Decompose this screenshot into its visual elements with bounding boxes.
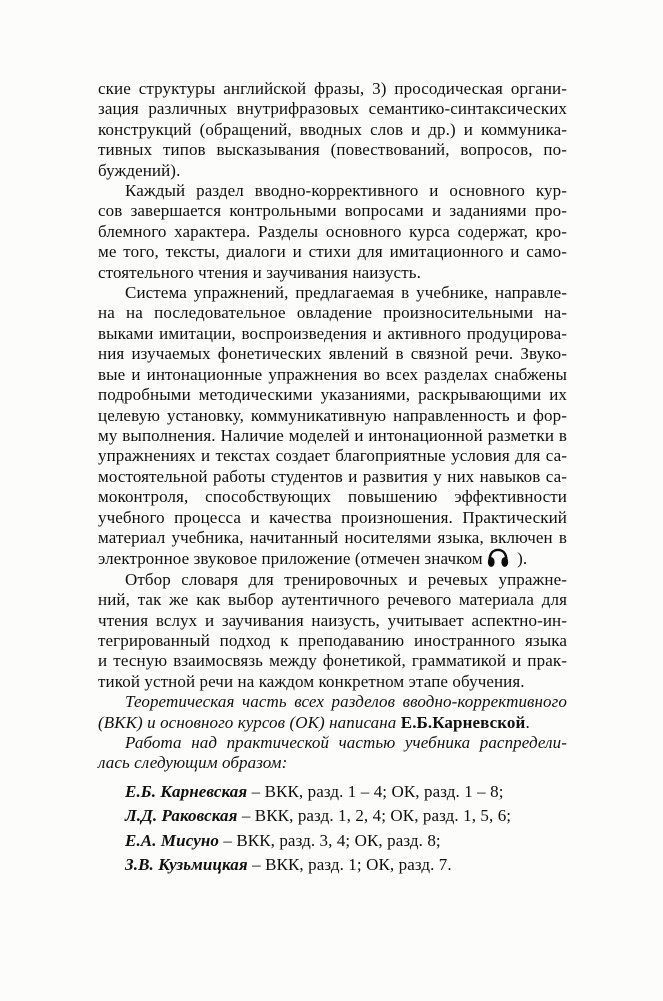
- text-line: му выполнения. Наличие моделей и интонационной разметки в: [98, 425, 567, 445]
- contributor-sections: – ВКК, разд. 3, 4; ОК, разд. 8;: [219, 830, 441, 850]
- contributor-name: Л.Д. Раковская: [125, 806, 238, 826]
- text-line: лась следующим образом:: [98, 753, 288, 773]
- text-line: выками имитации, воспроизведения и активного продуцирова-: [98, 323, 567, 343]
- text-line: [98, 548, 567, 569]
- text-line: сов завершается контрольными вопросами и заданиями про-: [98, 201, 567, 221]
- text-line: Система упражнений, предлагаемая в учебнике, направле-: [125, 283, 567, 303]
- headphones-icon: [485, 548, 511, 568]
- text-line: тивных типов высказывания (повествований, вопросов, по-: [98, 140, 567, 160]
- contributor-item: [98, 829, 567, 854]
- text-segment: электронное звуковое приложение (отмечен значком: [98, 549, 483, 569]
- contributor-item: [98, 780, 567, 805]
- text-line: упражнениях и текстах создает благоприятные условия для са-: [98, 446, 567, 466]
- contributor-item: [98, 853, 567, 878]
- text-line: конструкций (обращений, вводных слов и др.) и коммуника-: [98, 119, 567, 139]
- text-line: буждений).: [98, 160, 181, 180]
- contributors-list: [98, 780, 567, 878]
- text-line: блемного характера. Разделы основного курса содержат, кро-: [98, 221, 567, 241]
- text-line: ме того, тексты, диалоги и стихи для имитационного и само-: [98, 242, 567, 262]
- contributor-name: Е.А. Мисуно: [125, 830, 220, 850]
- contributor-sections: – ВКК, разд. 1; ОК, разд. 7.: [247, 855, 452, 875]
- text-line: на на последовательное овладение произносительными на-: [98, 303, 567, 323]
- text-segment: Е.Б.Карневской: [400, 712, 526, 732]
- text-line: чтения вслух и заучивания наизусть, учитывает аспектно-ин-: [98, 610, 567, 630]
- text-line: [98, 713, 567, 733]
- paragraph: [98, 733, 567, 774]
- text-line: ний, так же как выбор аутентичного речевого материала для: [98, 590, 567, 610]
- text-line: и тесную взаимосвязь между фонетикой, грамматикой и прак-: [98, 651, 567, 671]
- text-segment: .: [525, 712, 530, 732]
- text-line: подробными методическими указаниями, раскрывающими их: [98, 385, 567, 405]
- contributor-name: З.В. Кузьмицкая: [125, 855, 248, 875]
- text-line: вые и интонационные упражнения во всех разделах снабжены: [98, 364, 567, 384]
- text-line: Отбор словаря для тренировочных и речевых упражне-: [125, 569, 567, 589]
- paragraph: [98, 692, 567, 733]
- text-line: мостоятельной работы студентов и развития у них навыков са-: [98, 466, 567, 486]
- text-line: материал учебника, начитанный носителями языка, включен в: [98, 527, 567, 547]
- text-line: Работа над практической частью учебника распредели-: [125, 733, 567, 752]
- text-line: целевую установку, коммуникативную направленность и фор-: [98, 405, 567, 425]
- text-line: Теоретическая часть всех разделов вводно-коррективного: [125, 692, 567, 712]
- paragraph: [98, 283, 567, 570]
- text-line: зация различных внутрифразовых семантико-синтаксических: [98, 99, 567, 119]
- text-line: тегрированный подход к преподаванию иностранного языка: [98, 630, 567, 650]
- text-line: стоятельного чтения и заучивания наизусть.: [98, 262, 421, 282]
- paragraph: [98, 570, 567, 692]
- text-line: тикой устной речи на каждом конкретном этапе обучения.: [98, 671, 525, 691]
- text-line: ния изучаемых фонетических явлений в связной речи. Звуко-: [98, 344, 567, 364]
- text-line: ские структуры английской фразы, 3) просодическая органи-: [98, 79, 567, 98]
- text-segment: ).: [512, 549, 528, 569]
- paragraph: [98, 79, 567, 181]
- text-block: [98, 79, 567, 878]
- text-line: моконтроля, способствующих повышению эффективности: [98, 487, 567, 507]
- contributor-item: [98, 804, 567, 829]
- contributor-name: Е.Б. Карневская: [125, 781, 248, 801]
- text-line: учебного процесса и качества произношения. Практический: [98, 507, 567, 527]
- text-line: Каждый раздел вводно-коррективного и основного кур-: [125, 181, 567, 201]
- contributor-sections: – ВКК, разд. 1 – 4; ОК, разд. 1 – 8;: [247, 781, 504, 801]
- text-segment: (ВКК) и основного курсов (ОК) написана: [98, 712, 401, 732]
- contributor-sections: – ВКК, разд. 1, 2, 4; ОК, разд. 1, 5, 6;: [237, 806, 512, 826]
- paragraph: [98, 181, 567, 283]
